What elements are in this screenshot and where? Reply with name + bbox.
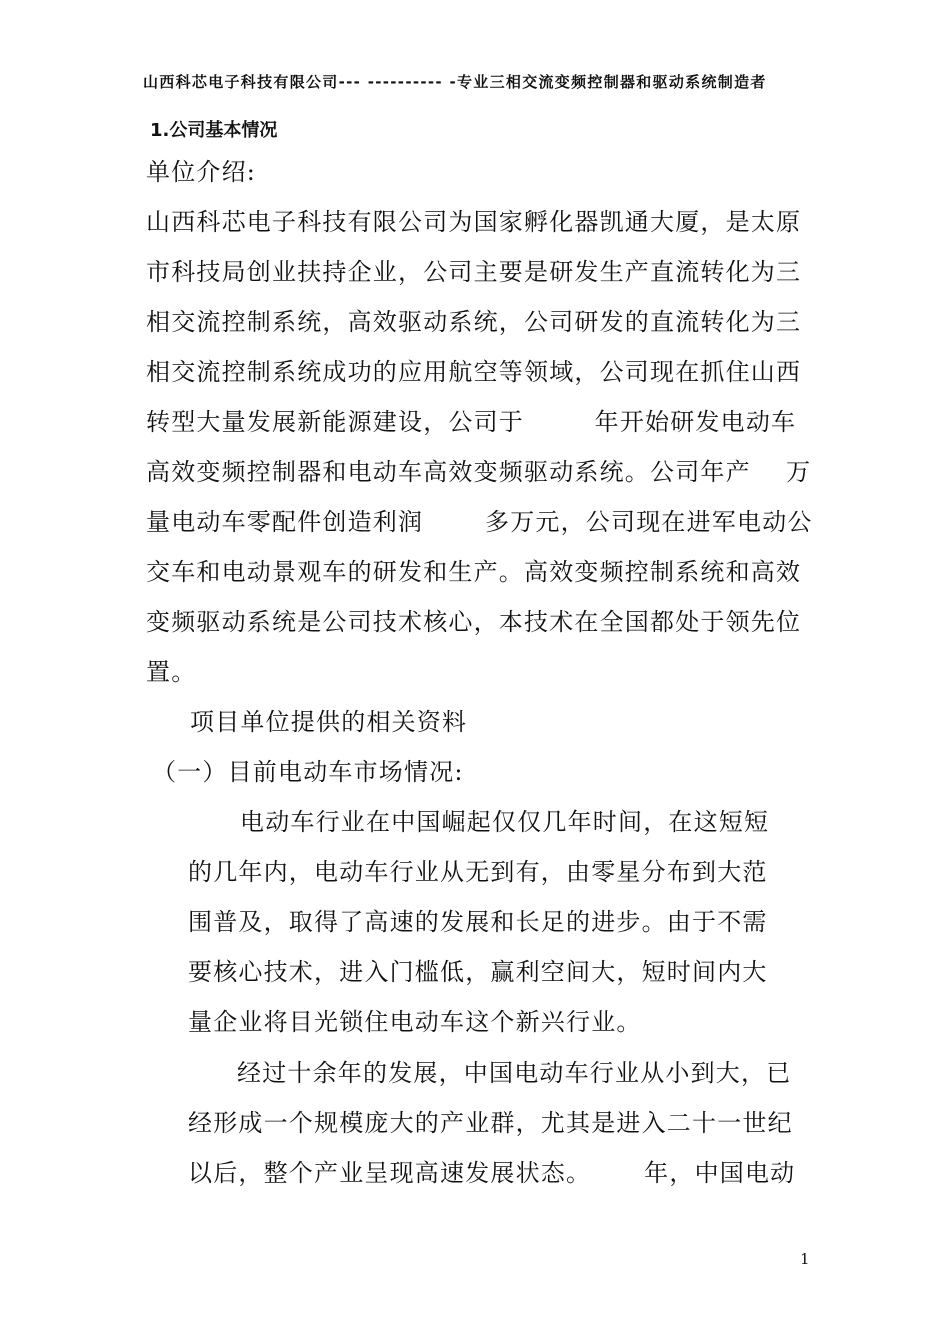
intro-line: 量电动车零配件创造利润 多万元，公司现在进军电动公 [146,508,813,536]
intro-label: 单位介绍: [146,158,257,186]
page-number: 1 [800,1250,810,1268]
paragraph-line: 量企业将目光锁住电动车这个新兴行业。 [188,1008,642,1036]
paragraph-line: 围普及，取得了高速的发展和长足的进步。由于不需 [188,908,768,936]
intro-line: 相交流控制系统，高效驱动系统，公司研发的直流转化为三 [146,308,802,336]
intro-line: 相交流控制系统成功的应用航空等领域，公司现在抓住山西 [146,358,802,386]
paragraph-line: 经形成一个规模庞大的产业群，尤其是进入二十一世纪 [188,1109,793,1137]
intro-line: 置。 [146,658,197,686]
intro-line: 高效变频控制器和电动车高效变频驱动系统。公司年产 万 [146,458,812,486]
running-header: 山西科芯电子科技有限公司--- ---------- -专业三相交流变频控制器和驱动系统制造者 [143,73,767,91]
paragraph-line: 经过十余年的发展，中国电动车行业从小到大，已 [237,1059,792,1087]
intro-line: 交车和电动景观车的研发和生产。高效变频控制系统和高效 [146,558,802,586]
section-title: 项目单位提供的相关资料 [190,708,468,736]
paragraph-line: 的几年内，电动车行业从无到有，由零星分布到大范 [188,858,768,886]
subsection-title: （一）目前电动车市场情况: [152,758,464,786]
intro-line: 市科技局创业扶持企业，公司主要是研发生产直流转化为三 [146,258,802,286]
paragraph-line: 电动车行业在中国崛起仅仅几年时间，在这短短 [240,808,770,836]
intro-line: 转型大量发展新能源建设，公司于 年开始研发电动车 [146,408,797,436]
intro-line: 山西科芯电子科技有限公司为国家孵化器凯通大厦，是太原 [146,208,802,236]
paragraph-line: 要核心技术，进入门槛低，赢利空间大，短时间内大 [188,958,768,986]
paragraph-line: 以后，整个产业呈现高速发展状态。 年，中国电动 [188,1159,796,1187]
intro-line: 变频驱动系统是公司技术核心，本技术在全国都处于领先位 [146,608,802,636]
section-heading: 1.公司基本情况 [150,120,278,141]
